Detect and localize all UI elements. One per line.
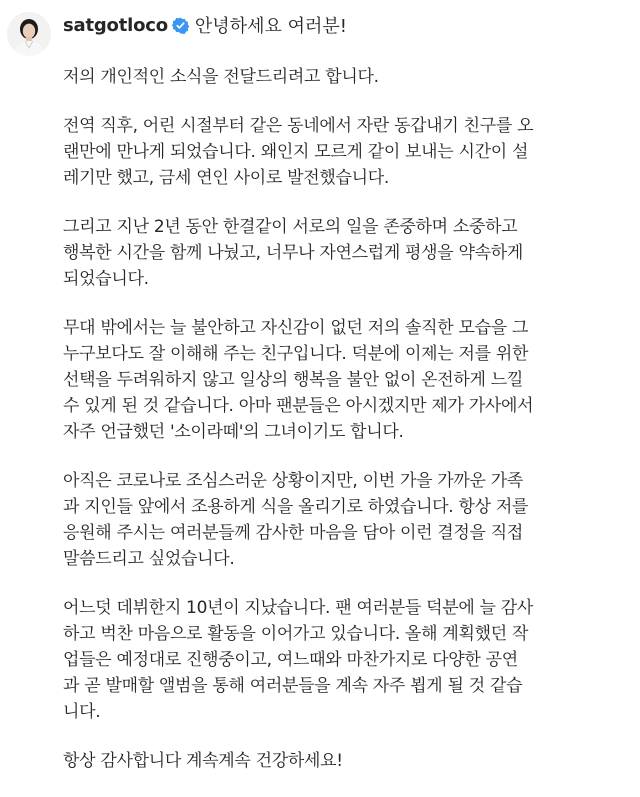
caption-body: [63, 64, 633, 797]
caption-line: 무대 밖에서는 늘 불안하고 자신감이 없던 저의 솔직한 모습을 그: [63, 318, 529, 338]
caption-line: 그리고 지난 2년 동안 한결같이 서로의 일을 존중하며 소중하고: [63, 217, 518, 237]
caption-line: 항상 감사합니다 계속계속 건강하세요!: [63, 751, 343, 771]
caption-line: 행복한 시간을 함께 나눴고, 너무나 자연스럽게 평생을 약속하게: [63, 243, 524, 263]
caption-line: 자주 언급했던 '소이라떼'의 그녀이기도 합니다.: [63, 422, 404, 442]
caption-line: 선택을 두려워하지 않고 일상의 행복을 불안 없이 온전하게 느낄: [63, 370, 524, 390]
caption-line: 응원해 주시는 여러분들께 감사한 마음을 담아 이런 결정을 직접: [63, 523, 524, 543]
caption-paragraph-6: [63, 595, 633, 725]
caption-line: 수 있게 된 것 같습니다. 아마 팬분들은 아시겠지만 제가 가사에서: [63, 396, 534, 416]
caption-line: 저의 개인적인 소식을 전달드리려고 합니다.: [63, 67, 379, 87]
caption-line: 아직은 코로나로 조심스러운 상황이지만, 이번 가을 가까운 가족: [63, 471, 524, 491]
caption-paragraph-2: [63, 113, 633, 191]
caption-line: 랜만에 만나게 되었습니다. 왜인지 모르게 같이 보내는 시간이 설: [63, 142, 529, 162]
caption-line: 업들은 예정대로 진행중이고, 여느때와 마찬가지로 다양한 공연: [63, 650, 518, 670]
caption-paragraph-1: [63, 64, 633, 90]
caption-line: 말씀드리고 싶었습니다.: [63, 549, 235, 569]
caption-paragraph-3: [63, 214, 633, 292]
caption-line: 누구보다도 잘 이해해 주는 친구입니다. 덕분에 이제는 저를 위한: [63, 344, 529, 364]
caption-paragraph-7: [63, 748, 633, 774]
caption-line: 하고 벅찬 마음으로 활동을 이어가고 있습니다. 올해 계획했던 작: [63, 624, 529, 644]
caption-line: 니다.: [63, 702, 101, 722]
caption-line: 과 곧 발매할 앨범을 통해 여러분들을 계속 자주 뵙게 될 것 같습: [63, 676, 523, 696]
caption-line: 과 지인들 앞에서 조용하게 식을 올리기로 하였습니다. 항상 저를: [63, 497, 529, 517]
username-link[interactable]: satgotloco: [63, 14, 168, 36]
caption-paragraph-5: [63, 468, 633, 572]
caption-line: 전역 직후, 어린 시절부터 같은 동네에서 자란 동갑내기 친구를 오: [63, 116, 534, 136]
verified-badge-icon: [172, 17, 189, 34]
caption-header: [63, 12, 347, 38]
caption-greeting: 안녕하세요 여러분!: [194, 16, 347, 37]
caption-paragraph-4: [63, 315, 633, 445]
profile-photo-icon: [7, 12, 51, 56]
caption-line: 되었습니다.: [63, 269, 149, 289]
caption-line: 어느덧 데뷔한지 10년이 지났습니다. 팬 여러분들 덕분에 늘 감사: [63, 598, 534, 618]
caption-line: 레기만 했고, 금세 연인 사이로 발전했습니다.: [63, 168, 389, 188]
avatar[interactable]: [7, 12, 51, 56]
